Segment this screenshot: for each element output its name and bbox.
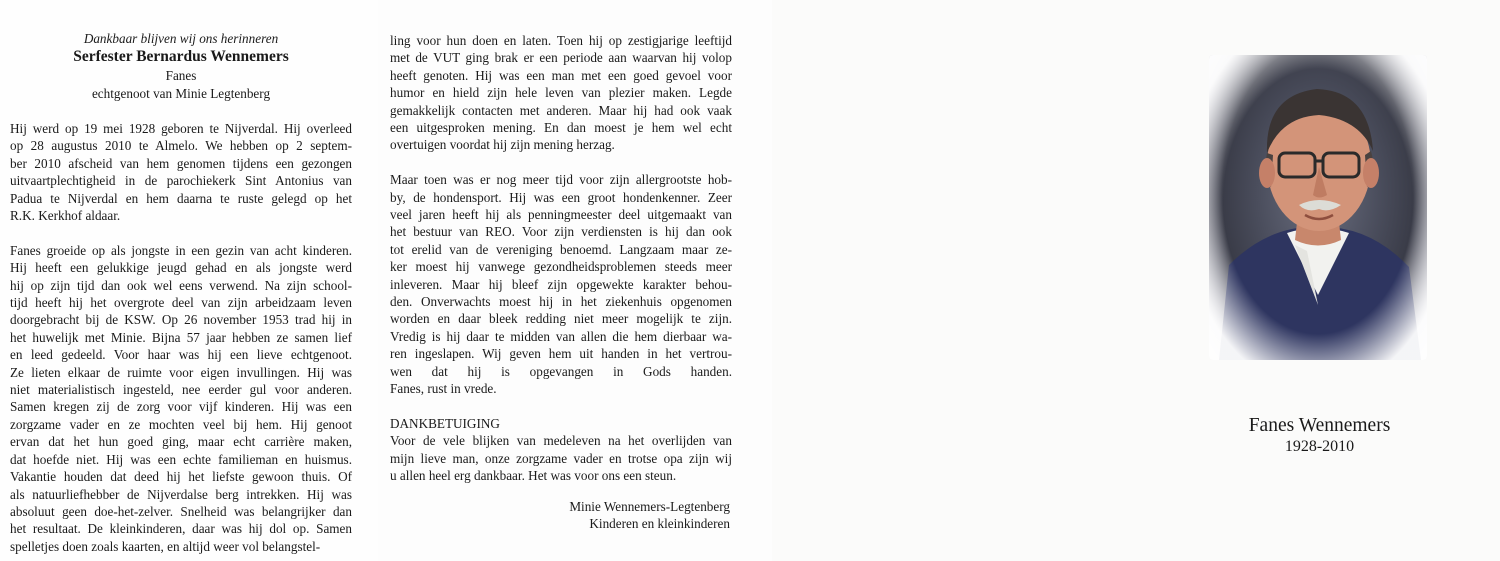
thanks-heading: DANKBETUIGING bbox=[390, 415, 500, 431]
paragraph-birth-death bbox=[10, 120, 352, 224]
text-line: met de VUT ging brak er een periode aan waarvan hij volop bbox=[390, 50, 732, 66]
text-line: ker moest hij vanwege gezondheidsproblemen steeds meer bbox=[390, 259, 732, 275]
text-line: mijn lieve man, onze zorgzame vader en trotse opa zijn wij bbox=[390, 450, 732, 466]
text-line: Voor de vele blijken van medeleven na het overlijden van bbox=[390, 433, 732, 449]
text-line: tijd heeft hij het overgrote deel van zijn arbeidzaam leven bbox=[10, 295, 352, 311]
intro-line: Dankbaar blijven wij ons herinneren bbox=[83, 31, 279, 46]
text-line: gemakkelijk contacten met anderen. Maar hij had ook vaak bbox=[390, 102, 732, 118]
text-line: spelletjes doen zoals kaarten, en altijd weer vol belangstel- bbox=[10, 538, 321, 554]
text-line: uitvaartplechtigheid in de parochiekerk Sint Antonius van bbox=[10, 173, 352, 189]
text-line: zorgzame vader en ze mochten veel bij hem. Hij genoot bbox=[10, 416, 352, 432]
spouse-line: echtgenoot van Minie Legtenberg bbox=[91, 85, 271, 101]
text-line: Padua te Nijverdal en hem daarna te ruste gelegd op het bbox=[10, 190, 352, 206]
left-column-text bbox=[10, 120, 352, 555]
text-line: ervan dat het hun goed ging, maar echt carrière maken, bbox=[10, 434, 352, 450]
text-line: inleveren. Maar hij bleef zijn opgewekte karakter behou- bbox=[390, 276, 732, 292]
text-line: Samen kregen zij de zorg voor vijf kinderen. Hij was een bbox=[10, 399, 352, 415]
text-line: Maar toen was er nog meer tijd voor zijn allergrootste hob- bbox=[390, 172, 732, 188]
text-line: Minie Wennemers-Legtenberg bbox=[569, 499, 730, 514]
text-line: hij op zijn tijd dan ook wel eens verwend. Na zijn school- bbox=[10, 277, 352, 293]
text-line: een uitgesproken mening. En dan moest je hem wel echt bbox=[390, 120, 732, 136]
text-line: Hij werd op 19 mei 1928 geboren te Nijverdal. Hij overleed bbox=[10, 121, 352, 136]
text-line: Vredig is hij daar te midden van allen die hem dierbaar wa- bbox=[390, 328, 732, 344]
text-line: het bestuur van REO. Voor zijn verdiensten is hij dan ook bbox=[390, 224, 732, 240]
text-line: Hij heeft een gelukkige jeugd gehad en als jongste werd bbox=[10, 260, 352, 276]
text-line: als natuurliefhebber de Nijverdalse berg intrekken. Hij was bbox=[10, 486, 352, 502]
text-line: Vakantie houden dat deed hij het liefste gewoon thuis. Of bbox=[10, 469, 352, 485]
left-panel bbox=[0, 0, 378, 561]
paragraph-retirement bbox=[390, 32, 732, 154]
text-line: humor en hield zijn hele leven van plezier maken. Legde bbox=[390, 85, 732, 101]
paragraph-life bbox=[10, 242, 352, 555]
full-name: Serfester Bernardus Wennemers bbox=[73, 48, 289, 66]
text-line: overtuigen voordat hij zijn mening herzag. bbox=[390, 137, 615, 153]
text-line: het resultaat. De kleinkinderen, daar was hij dol op. Samen bbox=[10, 521, 352, 537]
text-line: ling voor hun doen en laten. Toen hij op zestigjarige leeftijd bbox=[390, 33, 732, 48]
thanks-text bbox=[390, 432, 732, 484]
text-line: en leed gedeeld. Voor haar was hij een lieve echtgenoot. bbox=[10, 347, 352, 363]
text-line: absoluut geen doe-het-zelver. Snelheid was belangrijker dan bbox=[10, 503, 352, 519]
text-line: doorgebracht bij de KSW. Op 26 november 1953 trad hij in bbox=[10, 312, 352, 328]
text-line: dat hoefde niet. Hij was een echte familieman en huismus. bbox=[10, 451, 352, 467]
text-line: Kinderen en kleinkinderen bbox=[589, 516, 730, 532]
text-line: u allen heel erg dankbaar. Het was voor ons een steun. bbox=[390, 468, 677, 484]
text-line: niet materialistisch ingesteld, nee eerder gul voor anderen. bbox=[10, 382, 352, 398]
paragraph-hobby bbox=[390, 171, 732, 397]
text-line: R.K. Kerkhof aldaar. bbox=[10, 208, 121, 224]
middle-column-text bbox=[390, 32, 732, 485]
text-line: den. Onverwachts moest hij in het ziekenhuis opgenomen bbox=[390, 294, 732, 310]
card-header bbox=[10, 30, 352, 102]
text-line: Fanes groeide op als jongste in een gezin van acht kinderen. bbox=[10, 242, 352, 258]
text-line: by, de hondensport. Hij was een groot hondenkenner. Zeer bbox=[390, 189, 732, 205]
life-years: 1928-2010 bbox=[1284, 438, 1355, 455]
portrait-caption bbox=[1192, 414, 1447, 457]
deceased-name: Fanes Wennemers bbox=[1248, 415, 1391, 436]
nickname: Fanes bbox=[165, 68, 197, 84]
text-line: op 28 augustus 2010 te Almelo. We hebben op 2 septem- bbox=[10, 138, 352, 154]
portrait-photo-icon bbox=[1209, 55, 1427, 360]
signature bbox=[569, 498, 730, 533]
text-line: worden en daar bleek redding niet meer mogelijk te zijn. bbox=[390, 311, 732, 327]
text-line: Ze lieten elkaar de ruimte voor eigen invullingen. Hij was bbox=[10, 364, 352, 380]
text-line: ren ingeslapen. Wij geven hem uit handen in het vertrou- bbox=[390, 346, 732, 362]
text-line: tot erelid van de vereniging benoemd. Langzaam maar ze- bbox=[390, 241, 732, 257]
middle-panel bbox=[378, 0, 772, 561]
text-line: ber 2010 afscheid van hem genomen tijdens een gezongen bbox=[10, 155, 352, 171]
text-line: veel jaren heeft hij als penningmeester deel uitgemaakt van bbox=[390, 207, 732, 223]
text-line: wen dat hij is opgevangen in Gods handen. bbox=[390, 363, 732, 379]
text-line: heeft genoten. Hij was een man met een goed gevoel voor bbox=[390, 67, 732, 83]
text-line: het huwelijk met Minie. Bijna 57 jaar hebben ze samen lief bbox=[10, 329, 352, 345]
right-panel bbox=[772, 0, 1500, 561]
text-line: Fanes, rust in vrede. bbox=[390, 381, 497, 397]
